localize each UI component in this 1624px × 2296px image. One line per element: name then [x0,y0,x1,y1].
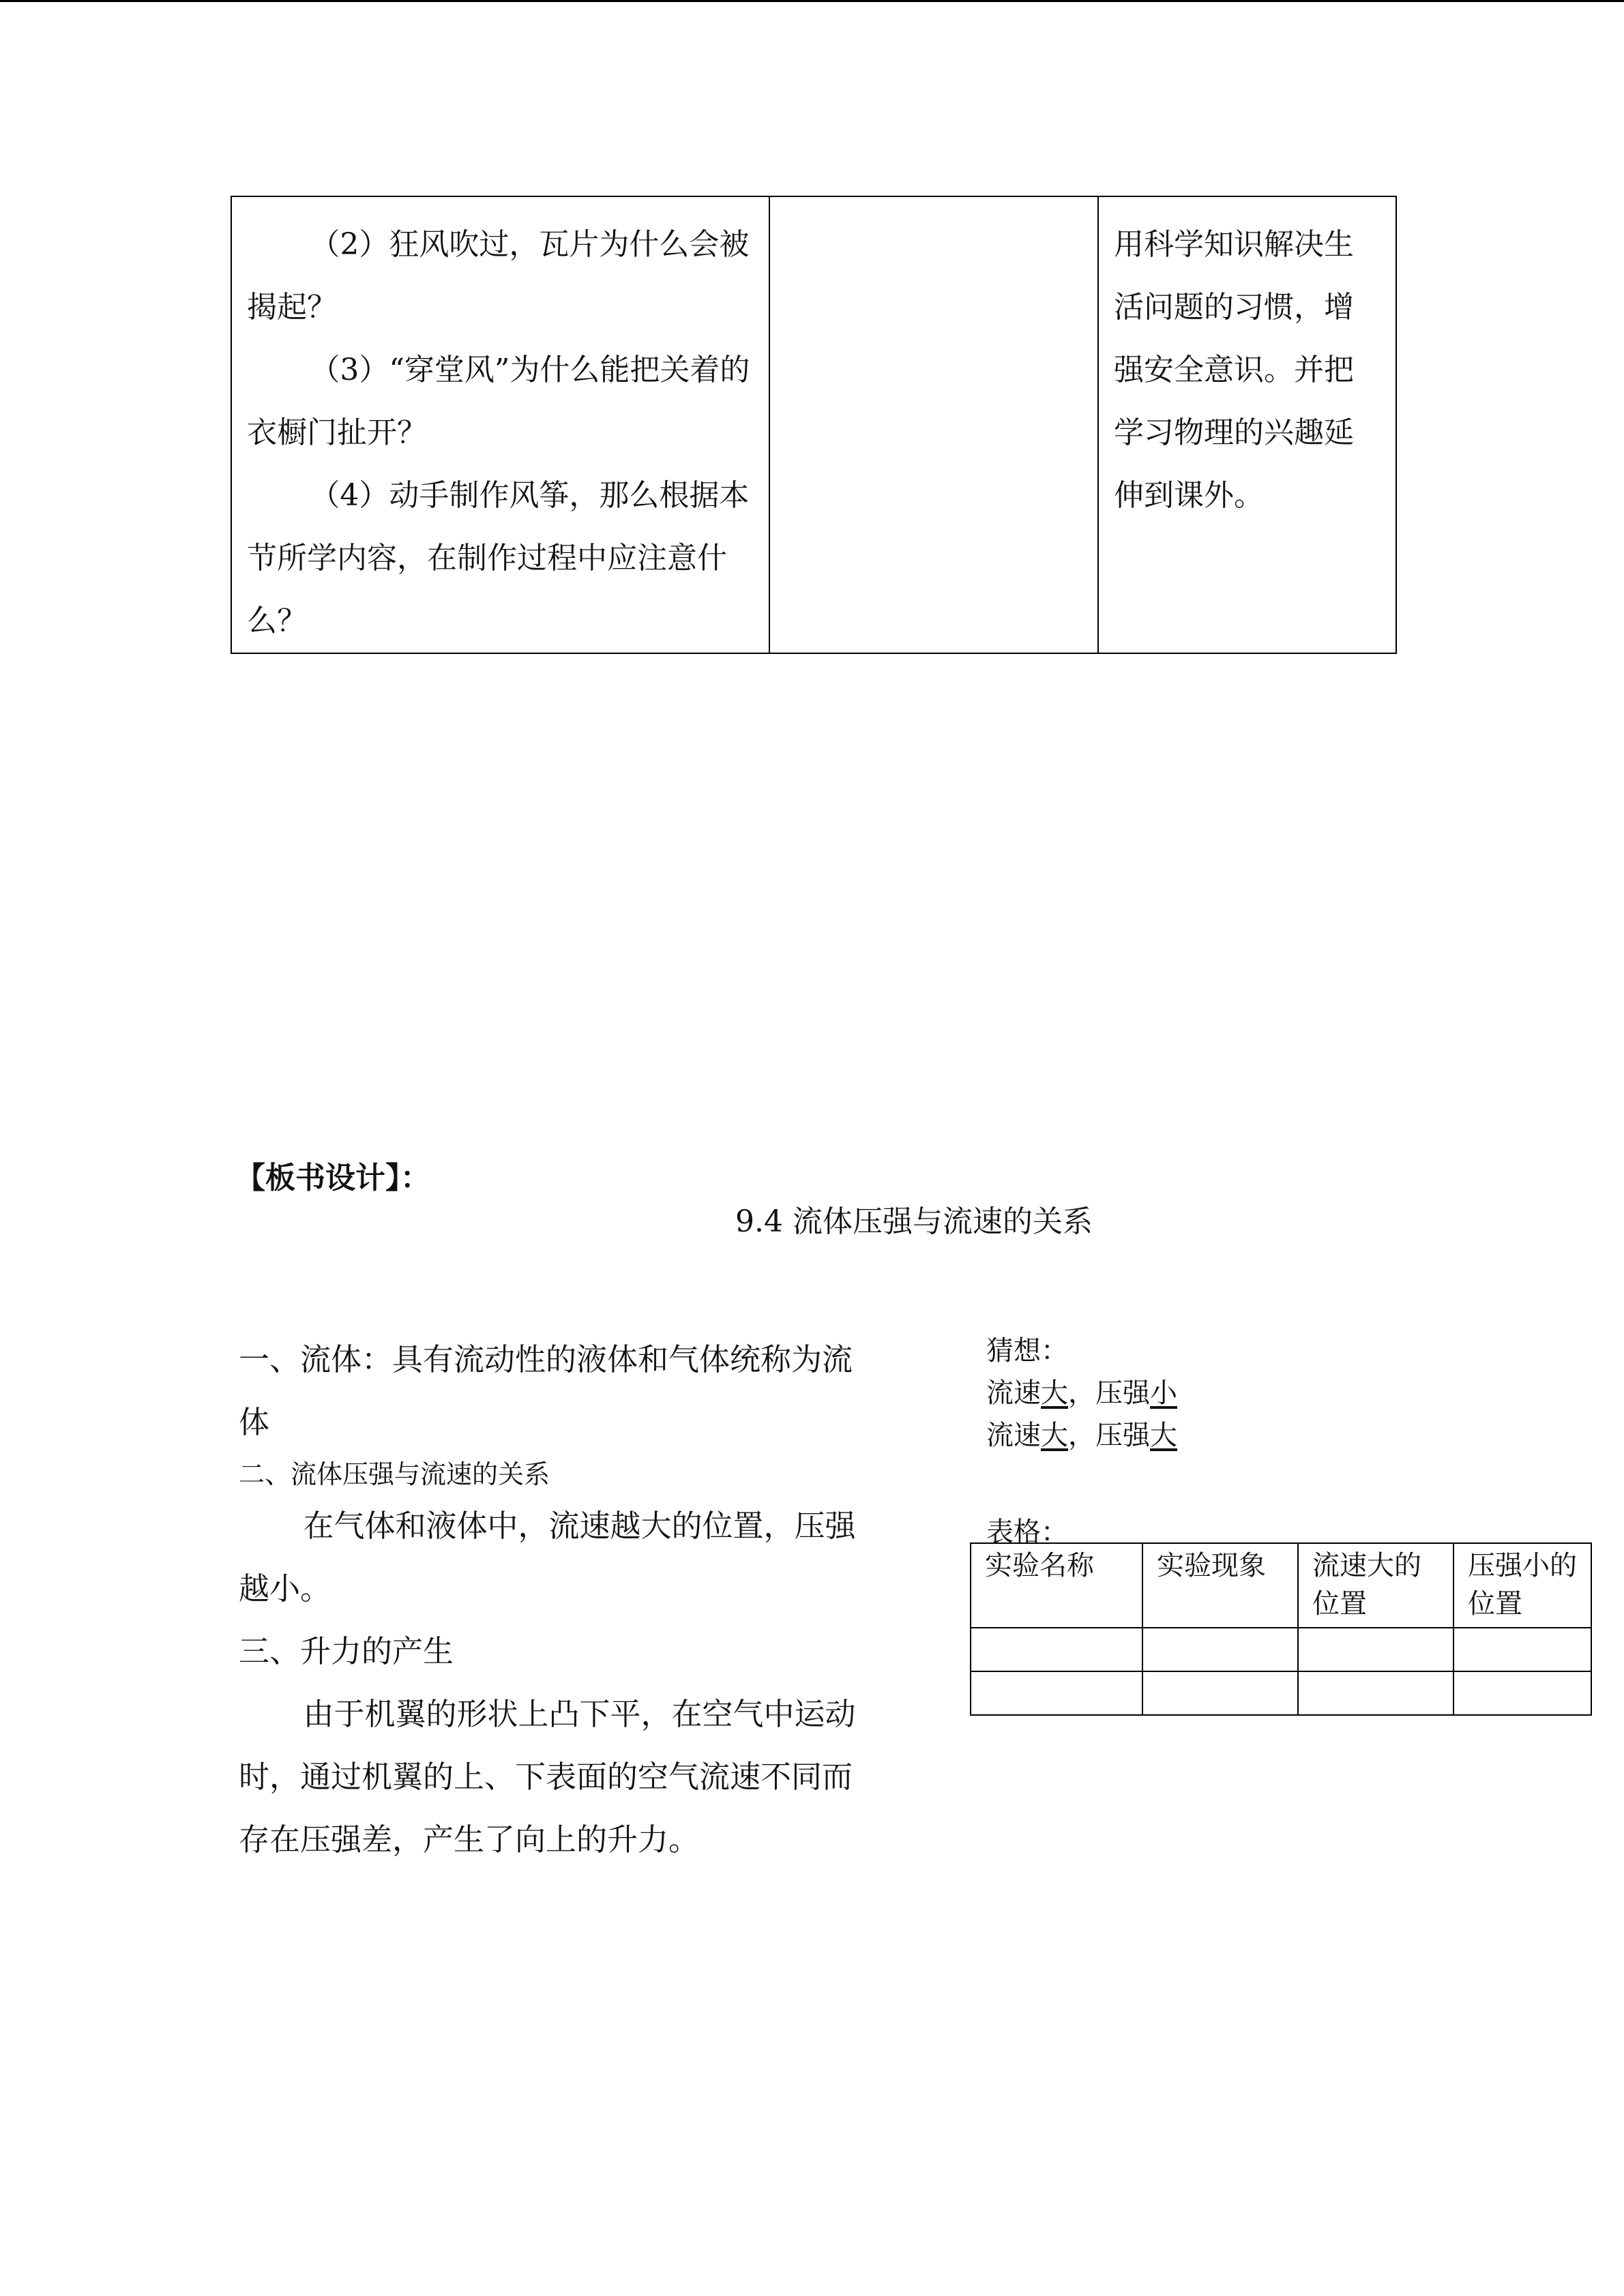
table-cell [971,1628,1142,1671]
guess-2-prefix: 流速 [986,1420,1041,1451]
guess-2-pressure: 大 [1150,1420,1177,1451]
header-phenomenon: 实验现象 [1142,1543,1298,1628]
table-header-row [971,1543,1591,1628]
table-label: 表格： [986,1517,1068,1548]
header-experiment-name: 实验名称 [971,1543,1142,1628]
purpose-text: 用科学知识解决生活问题的习惯，增强安全意识。并把学习物理的兴趣延伸到课外。 [1114,227,1354,513]
purpose-cell [1098,196,1396,653]
guess-2-mid: ，压强 [1068,1420,1150,1451]
header-high-speed-position: 流速大的位置 [1298,1543,1453,1628]
blank-cell [769,196,1098,653]
table-cell [1298,1628,1453,1671]
section-3-title: 三、升力的产生 [239,1633,454,1669]
section-1: 一、流体：具有流动性的液体和气体统称为流体 [239,1341,853,1440]
table-cell [1142,1671,1298,1715]
board-design-heading: 【板书设计】： [235,1161,430,1195]
questions-cell [231,196,769,653]
table-cell [1453,1671,1591,1715]
experiment-table [970,1542,1592,1716]
table-row [971,1671,1591,1715]
table-cell [1453,1628,1591,1671]
section-2-title: 二、流体压强与流速的关系 [239,1459,550,1489]
guess-1-mid: ，压强 [1068,1377,1150,1409]
question-4: （4）动手制作风筝，那么根据本节所学内容，在制作过程中应注意什么？ [247,478,750,638]
table-row [231,196,1396,653]
table-cell [1298,1671,1453,1715]
lesson-table [231,196,1397,654]
guess-1-pressure: 小 [1150,1377,1177,1409]
board-title: 9.4 流体压强与流速的关系 [735,1204,1093,1239]
guess-1-speed: 大 [1041,1377,1068,1409]
question-2: （2）狂风吹过，瓦片为什么会被揭起？ [247,227,750,325]
guess-block [986,1330,1511,1553]
question-3: （3）“穿堂风”为什么能把关着的衣橱门扯开？ [247,353,750,450]
section-2-text: 在气体和液体中，流速越大的位置，压强越小。 [239,1508,856,1607]
guess-line-2 [986,1414,1511,1457]
header-low-pressure-position: 压强小的位置 [1453,1543,1591,1628]
guess-label: 猜想： [986,1335,1068,1367]
table-cell [1142,1628,1298,1671]
table-row [971,1628,1591,1671]
guess-line-1 [986,1372,1511,1414]
guess-2-speed: 大 [1041,1420,1068,1451]
guess-1-prefix: 流速 [986,1377,1041,1409]
page-top-border [0,0,1624,2]
board-notes [239,1328,866,1871]
table-cell [971,1671,1142,1715]
section-3-text: 由于机翼的形状上凸下平，在空气中运动时，通过机翼的上、下表面的空气流速不同而存在压强差，产生了向上的升力。 [239,1696,856,1858]
